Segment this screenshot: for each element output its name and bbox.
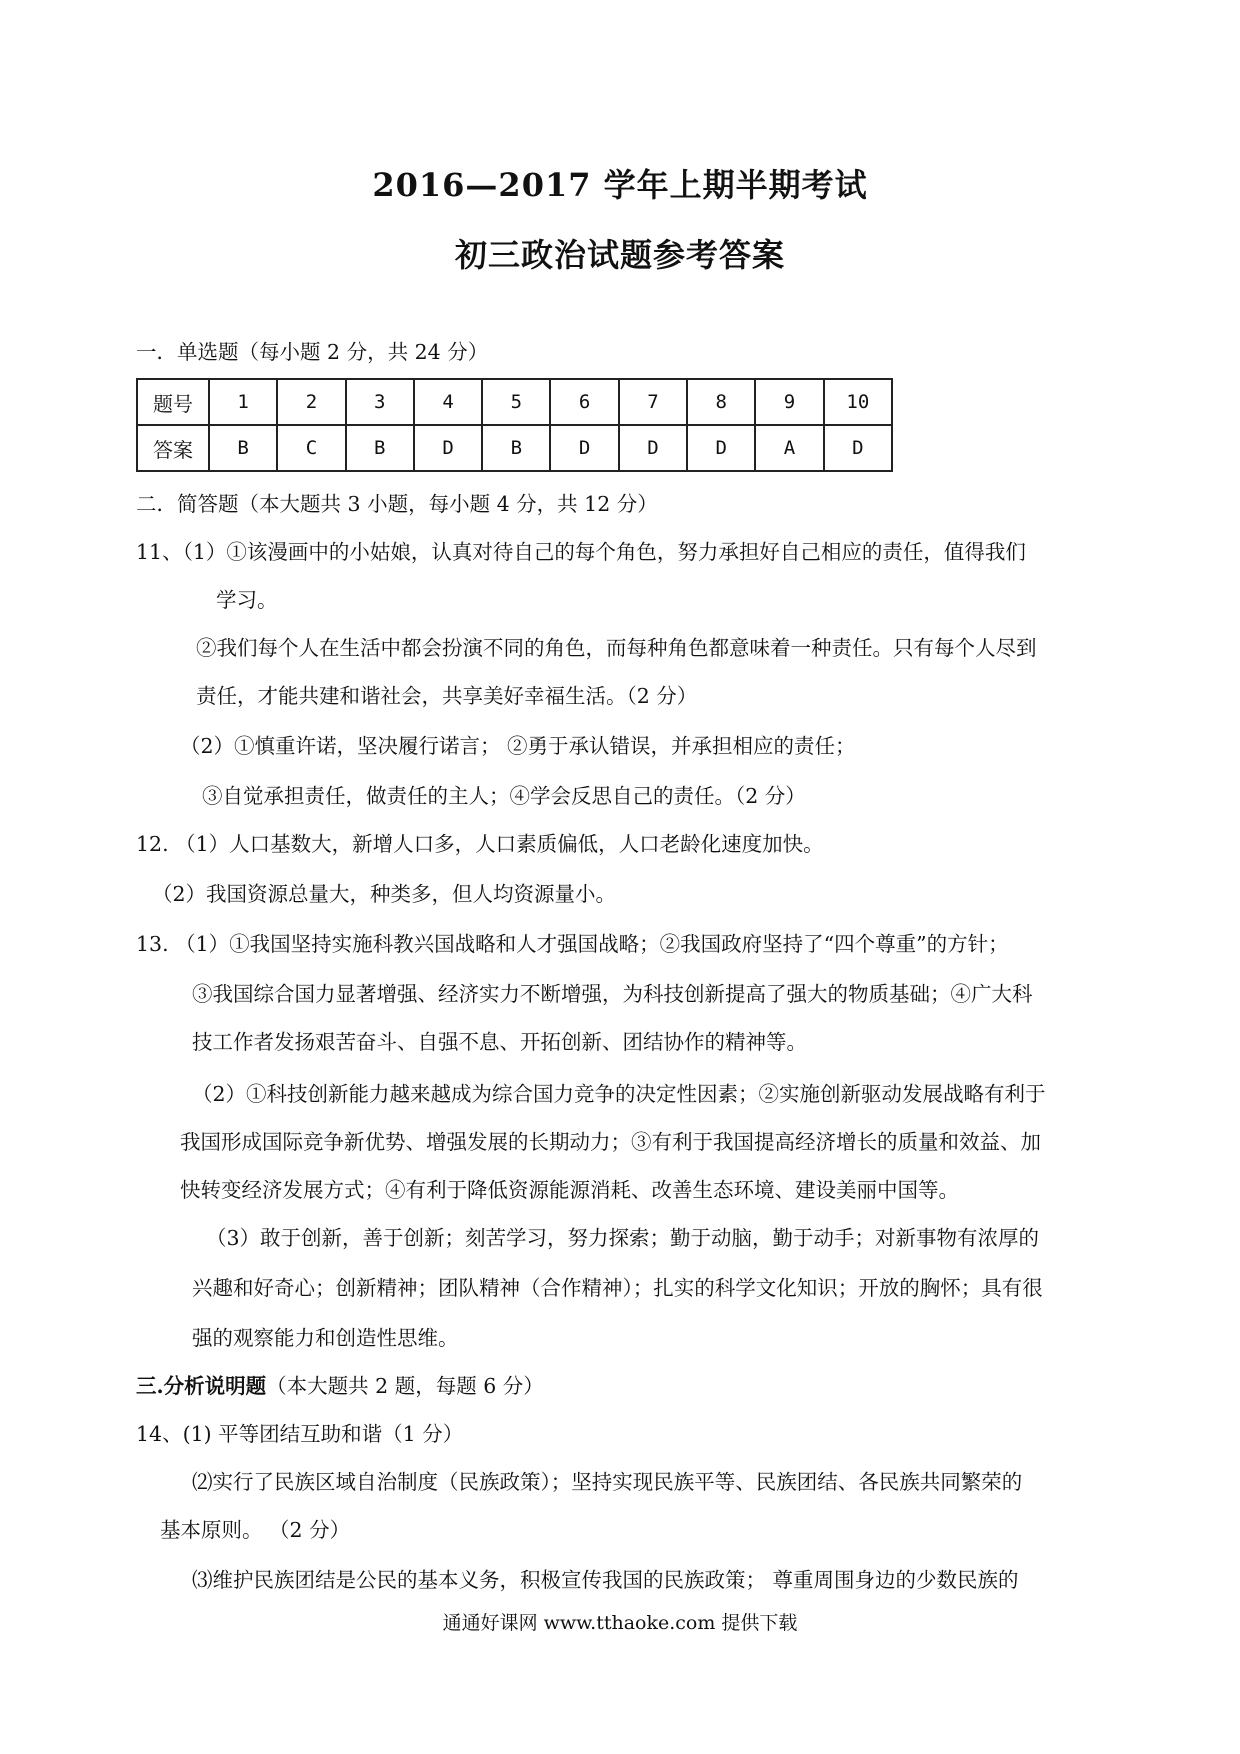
answer-line: （2）①科技创新能力越来越成为综合国力竞争的决定性因素；②实施创新驱动发展战略有利于 [192, 1082, 1046, 1106]
answer-cell: D [824, 425, 892, 471]
answer-cell: B [209, 425, 277, 471]
exam-subtitle: 初三政治试题参考答案 [454, 236, 785, 274]
answer-line: 14、(1) 平等团结互助和谐（1 分） [136, 1422, 464, 1446]
question-number: 8 [687, 379, 755, 425]
answer-cell: D [687, 425, 755, 471]
answer-line: 我国形成国际竞争新优势、增强发展的长期动力；③有利于我国提高经济增长的质量和效益、加 [180, 1130, 1041, 1154]
question-number: 1 [209, 379, 277, 425]
answer-line: 快转变经济发展方式；④有利于降低资源能源消耗、改善生态环境、建设美丽中国等。 [180, 1178, 959, 1202]
section3-heading-rest: （本大题共 2 题，每题 6 分） [266, 1374, 544, 1398]
table-row-answers [137, 425, 892, 471]
answer-line: （3）敢于创新，善于创新；刻苦学习，努力探索；勤于动脑，勤于动手；对新事物有浓厚的 [206, 1226, 1040, 1250]
answer-cell: D [414, 425, 482, 471]
answer-line: 12. （1）人口基数大，新增人口多，人口素质偏低，人口老龄化速度加快。 [136, 832, 824, 856]
answer-line: ②我们每个人在生活中都会扮演不同的角色，而每种角色都意味着一种责任。只有每个人尽到 [196, 636, 1037, 660]
answer-cell: B [482, 425, 550, 471]
answer-line: 基本原则。 （2 分） [160, 1518, 351, 1542]
answer-line: 兴趣和好奇心；创新精神；团队精神（合作精神）；扎实的科学文化知识；开放的胸怀；具有很 [192, 1276, 1043, 1300]
answer-cell: D [550, 425, 618, 471]
exam-title: 2016—2017 学年上期半期考试 [372, 166, 868, 204]
question-number: 7 [619, 379, 687, 425]
question-number: 10 [824, 379, 892, 425]
answer-line: （2）①慎重许诺，坚决履行诺言； ②勇于承认错误，并承担相应的责任； [180, 734, 856, 758]
row-label-answer: 答案 [137, 425, 209, 471]
section1-heading: 一．单选题（每小题 2 分，共 24 分） [136, 340, 489, 364]
answer-table [136, 378, 893, 472]
answer-line: 强的观察能力和创造性思维。 [192, 1326, 459, 1350]
answer-cell: D [619, 425, 687, 471]
answer-line: 责任，才能共建和谐社会，共享美好幸福生活。（2 分） [196, 684, 698, 708]
row-label-number: 题号 [137, 379, 209, 425]
answer-cell: B [346, 425, 414, 471]
answer-line: ⑵实行了民族区域自治制度（民族政策）；坚持实现民族平等、民族团结、各民族共同繁荣的 [192, 1470, 1023, 1494]
answer-line: 13. （1）①我国坚持实施科教兴国战略和人才强国战略；②我国政府坚持了“四个尊重”的方针； [136, 932, 1009, 956]
answer-line: 学习。 [216, 588, 278, 612]
table-row-numbers [137, 379, 892, 425]
question-number: 4 [414, 379, 482, 425]
question-number: 9 [755, 379, 823, 425]
question-number: 5 [482, 379, 550, 425]
section3-heading-bold: 三.分析说明题 [136, 1374, 267, 1398]
section3-heading [136, 1372, 544, 1400]
answer-line: 技工作者发扬艰苦奋斗、自强不息、开拓创新、团结协作的精神等。 [192, 1030, 807, 1054]
answer-cell: C [277, 425, 345, 471]
question-number: 3 [346, 379, 414, 425]
answer-line: 11、（1）①该漫画中的小姑娘，认真对待自己的每个角色，努力承担好自己相应的责任，值得我们 [136, 540, 1026, 564]
question-number: 6 [550, 379, 618, 425]
answer-cell: A [755, 425, 823, 471]
answer-line: ③自觉承担责任，做责任的主人；④学会反思自己的责任。（2 分） [202, 784, 806, 808]
section2-heading: 二．简答题（本大题共 3 小题，每小题 4 分，共 12 分） [136, 492, 658, 516]
answer-line: ③我国综合国力显著增强、经济实力不断增强，为科技创新提高了强大的物质基础；④广大科 [192, 982, 1033, 1006]
answer-line: ⑶维护民族团结是公民的基本义务，积极宣传我国的民族政策； 尊重周围身边的少数民族的 [192, 1568, 1019, 1592]
question-number: 2 [277, 379, 345, 425]
page-footer: 通通好课网 www.tthaoke.com 提供下载 [442, 1612, 798, 1634]
answer-line: （2）我国资源总量大，种类多，但人均资源量小。 [152, 882, 617, 906]
